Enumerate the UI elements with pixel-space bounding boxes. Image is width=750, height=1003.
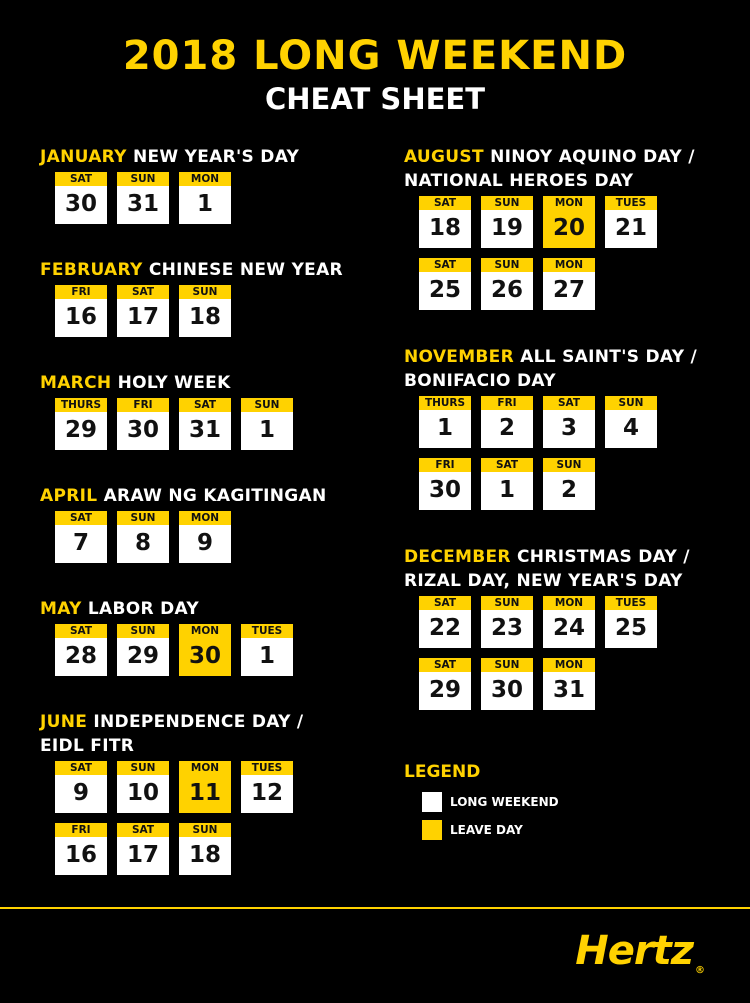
leave-day-tile [543,196,595,248]
day-number: 25 [614,615,647,641]
day-of-week: THURS [419,396,471,410]
month-heading [40,258,343,282]
day-tile [55,761,107,813]
day-of-week: FRI [481,396,533,410]
month-heading [404,145,695,169]
day-number: 9 [72,780,89,806]
day-of-week: SAT [419,658,471,672]
day-tile [419,258,471,310]
day-number: 30 [188,643,221,669]
day-tile [179,398,231,450]
day-tile [55,624,107,676]
day-number: 1 [258,643,275,669]
holiday-name: NINOY AQUINO DAY / [490,147,695,167]
legend-label: LEAVE DAY [450,823,523,837]
month-name: APRIL [40,486,98,506]
day-of-week: SUN [481,658,533,672]
day-of-week: SUN [481,258,533,272]
day-number: 24 [552,615,585,641]
day-of-week: SUN [241,398,293,412]
day-tile [117,285,169,337]
month-section-may [40,597,293,676]
month-heading [40,145,299,169]
day-number: 30 [64,191,97,217]
month-section-january [40,145,299,224]
day-tile [419,458,471,510]
day-tile [419,658,471,710]
day-tile [419,196,471,248]
day-of-week: FRI [55,823,107,837]
day-of-week: SUN [481,196,533,210]
day-number: 29 [428,677,461,703]
day-tile [117,823,169,875]
day-of-week: SUN [117,511,169,525]
month-name: FEBRUARY [40,260,143,280]
calendar-row [55,285,343,337]
day-of-week: SAT [179,398,231,412]
leave-day-tile [179,624,231,676]
day-number: 28 [64,643,97,669]
day-of-week: MON [543,596,595,610]
day-tile [543,596,595,648]
day-of-week: MON [543,258,595,272]
day-of-week: SUN [605,396,657,410]
day-of-week: MON [543,658,595,672]
day-number: 30 [490,677,523,703]
day-of-week: SAT [55,624,107,638]
day-number: 1 [196,191,213,217]
month-section-february [40,258,343,337]
day-tile [55,511,107,563]
holiday-name-line-2: BONIFACIO DAY [404,371,556,391]
day-number: 31 [188,417,221,443]
day-number: 30 [126,417,159,443]
calendar-row [419,258,695,310]
day-tile [241,398,293,450]
legend-item-leave-day [422,820,559,840]
legend-item-long-weekend [422,792,559,812]
day-of-week: MON [543,196,595,210]
day-of-week: FRI [117,398,169,412]
month-section-august [404,145,695,310]
day-tile [117,398,169,450]
logo-text: Hertz [575,928,693,974]
day-of-week: SAT [481,458,533,472]
calendar-row [55,398,293,450]
footer-divider [0,907,750,909]
day-number: 1 [498,477,515,503]
day-number: 17 [126,304,159,330]
day-of-week: MON [179,511,231,525]
day-number: 19 [490,215,523,241]
day-of-week: SAT [117,823,169,837]
month-name: JANUARY [40,147,127,167]
holiday-name: CHINESE NEW YEAR [148,260,343,280]
legend-swatch-yellow [422,820,442,840]
month-name: DECEMBER [404,547,511,567]
day-tile [605,396,657,448]
day-tile [55,172,107,224]
day-number: 20 [552,215,585,241]
title-line-2: CHEAT SHEET [265,82,485,116]
day-of-week: SUN [481,596,533,610]
day-tile [419,396,471,448]
day-number: 1 [436,415,453,441]
day-tile [241,761,293,813]
legend-title: LEGEND [404,762,481,782]
calendar-row [419,658,690,710]
holiday-name: CHRISTMAS DAY / [517,547,690,567]
day-of-week: SAT [55,761,107,775]
day-number: 22 [428,615,461,641]
day-tile [117,624,169,676]
day-number: 31 [552,677,585,703]
month-heading [40,597,293,621]
day-of-week: SAT [543,396,595,410]
day-tile [179,172,231,224]
day-number: 8 [134,530,151,556]
month-section-december [404,545,690,710]
month-heading [404,345,697,369]
month-name: NOVEMBER [404,347,514,367]
day-tile [605,196,657,248]
calendar-row [419,458,697,510]
day-tile [481,196,533,248]
day-number: 29 [64,417,97,443]
day-number: 18 [428,215,461,241]
day-number: 4 [622,415,639,441]
title-line-1: 2018 LONG WEEKEND [122,33,628,79]
month-name: JUNE [40,712,88,732]
day-of-week: SUN [543,458,595,472]
day-number: 30 [428,477,461,503]
day-number: 16 [64,842,97,868]
holiday-name: HOLY WEEK [117,373,231,393]
day-tile [605,596,657,648]
month-heading [40,710,303,734]
day-of-week: SAT [55,172,107,186]
day-of-week: MON [179,761,231,775]
holiday-name-line-2: NATIONAL HEROES DAY [404,171,634,191]
day-tile [55,398,107,450]
legend-swatch-white [422,792,442,812]
day-tile [543,658,595,710]
day-of-week: THURS [55,398,107,412]
calendar-row [55,624,293,676]
day-tile [179,823,231,875]
day-of-week: SAT [55,511,107,525]
day-of-week: SUN [117,761,169,775]
registered-mark: ® [695,965,704,976]
day-number: 2 [498,415,515,441]
month-section-june [40,710,303,875]
day-number: 1 [258,417,275,443]
day-of-week: FRI [55,285,107,299]
day-number: 18 [188,304,221,330]
day-tile [55,285,107,337]
day-number: 7 [72,530,89,556]
day-of-week: MON [179,172,231,186]
calendar-row [55,761,303,813]
day-tile [481,458,533,510]
day-tile [117,761,169,813]
day-number: 26 [490,277,523,303]
month-section-april [40,484,327,563]
day-of-week: SAT [419,258,471,272]
day-tile [117,172,169,224]
month-section-march [40,371,293,450]
holiday-name-line-2: RIZAL DAY, NEW YEAR'S DAY [404,571,683,591]
day-tile [241,624,293,676]
holiday-name: INDEPENDENCE DAY / [93,712,304,732]
holiday-name: ARAW NG KAGITINGAN [103,486,327,506]
day-tile [543,458,595,510]
holiday-name: ALL SAINT'S DAY / [520,347,698,367]
day-of-week: SUN [117,172,169,186]
month-name: MARCH [40,373,112,393]
calendar-row [419,196,695,248]
holiday-name: NEW YEAR'S DAY [132,147,300,167]
day-of-week: MON [179,624,231,638]
day-tile [543,396,595,448]
day-tile [55,823,107,875]
day-of-week: TUES [605,596,657,610]
day-number: 21 [614,215,647,241]
month-heading [40,484,327,508]
calendar-row [419,596,690,648]
day-of-week: SUN [117,624,169,638]
calendar-row [419,396,697,448]
day-of-week: TUES [241,761,293,775]
day-number: 18 [188,842,221,868]
calendar-row [55,511,327,563]
day-of-week: SAT [419,596,471,610]
holiday-name: LABOR DAY [87,599,199,619]
month-heading [404,545,690,569]
day-of-week: SAT [419,196,471,210]
day-number: 10 [126,780,159,806]
day-of-week: SAT [117,285,169,299]
day-tile [543,258,595,310]
day-tile [179,285,231,337]
day-tile [481,396,533,448]
day-tile [179,511,231,563]
day-tile [117,511,169,563]
day-of-week: TUES [241,624,293,638]
month-name: MAY [40,599,82,619]
day-number: 3 [560,415,577,441]
day-number: 11 [188,780,221,806]
day-of-week: SUN [179,285,231,299]
day-number: 12 [250,780,283,806]
day-number: 25 [428,277,461,303]
day-of-week: FRI [419,458,471,472]
legend-label: LONG WEEKEND [450,795,559,809]
day-tile [419,596,471,648]
leave-day-tile [179,761,231,813]
calendar-row [55,172,299,224]
day-of-week: TUES [605,196,657,210]
legend [404,760,559,840]
hertz-logo [575,926,704,976]
month-section-november [404,345,697,510]
day-number: 9 [196,530,213,556]
holiday-name-line-2: EIDL FITR [40,736,135,756]
day-number: 23 [490,615,523,641]
day-tile [481,596,533,648]
day-tile [481,658,533,710]
day-of-week: SUN [179,823,231,837]
day-number: 16 [64,304,97,330]
month-heading [40,371,293,395]
month-name: AUGUST [404,147,484,167]
calendar-row [55,823,303,875]
day-number: 29 [126,643,159,669]
day-number: 2 [560,477,577,503]
day-number: 27 [552,277,585,303]
day-number: 31 [126,191,159,217]
day-number: 17 [126,842,159,868]
day-tile [481,258,533,310]
